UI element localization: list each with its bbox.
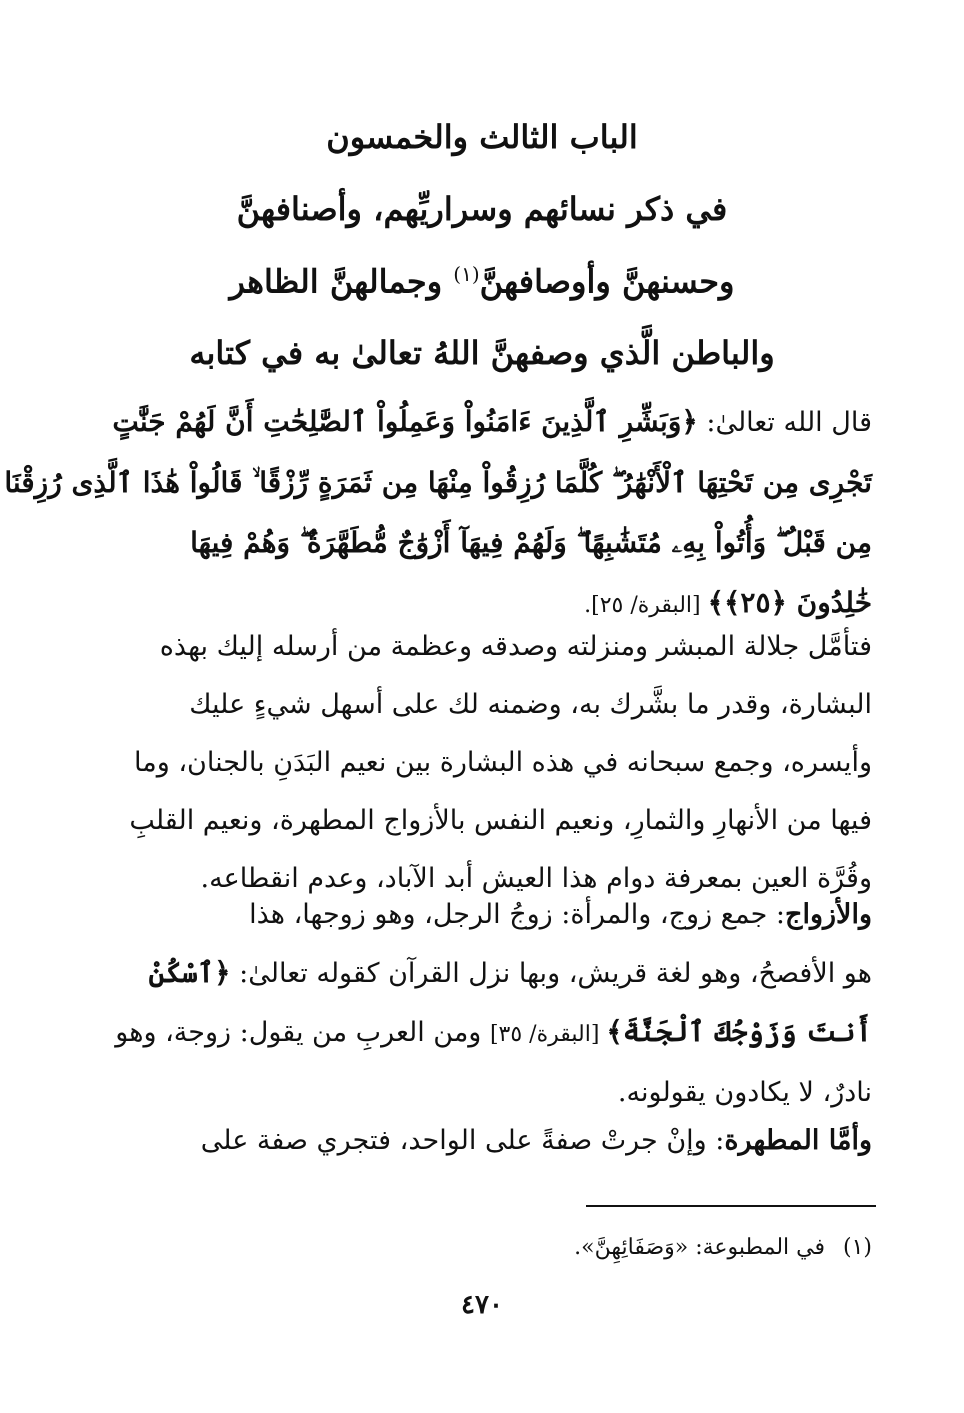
paragraph-line (98, 1003, 872, 1064)
subtitle-line-2-part-a: وحسنهنَّ وأوصافهنَّ (479, 262, 735, 301)
quran-verse-block (4, 392, 872, 636)
quran-line-2: تَجْرِى مِن تَحْتِهَا ٱلْأَنْهَٰرُ ۖ كُلَّمَا رُزِقُواْ مِنْهَا مِن ثَمَرَةٍ رِّزْقًا ۙ قَالُواْ هَٰذَا ٱلَّذِى رُزِقْنَا (4, 466, 872, 499)
chapter-title: الباب الثالث والخمسون (326, 118, 638, 156)
term-mutahhara: وأمَّا المطهرة (724, 1125, 872, 1156)
paragraph-line (98, 1112, 872, 1170)
term-azwaj: والأزواج (785, 899, 872, 930)
footnote-number: (١) (842, 1235, 872, 1260)
paragraph-line: فتأمَّل جلالة المبشر ومنزلته وصدقه وعظمة من أرسله إليك بهذه (159, 631, 872, 662)
paragraph-line: البشارة، وقدر ما بشَّرك به، وضمنه لك على أسهل شيءٍ عليك (189, 689, 872, 720)
paragraph-text: : جمع زوج، والمرأة: زوجُ الرجل، وهو زوجها، هذا (249, 899, 786, 930)
quran-intro: قال الله تعالىٰ: (697, 407, 872, 438)
quran-reference: [البقرة/ ٢٥]. (584, 593, 708, 618)
paragraph-mutahhara (98, 1112, 872, 1170)
paragraph-reflection (98, 618, 872, 908)
paragraph-line (98, 944, 872, 1003)
page-number: ٤٧٠ (461, 1290, 503, 1320)
paragraph-line (98, 886, 872, 944)
footnote (98, 1230, 872, 1266)
quran-inline-verse: ﴿ٱسْكُنْ (148, 956, 231, 989)
paragraph-line: نادرٌ، لا يكادون يقولونه. (617, 1077, 872, 1108)
footnote-divider (586, 1205, 876, 1207)
chapter-subtitle-line-3: والباطن الَّذي وصفهنَّ اللهُ تعالىٰ به في كتابه (189, 334, 775, 372)
quran-verse-end: خَٰلِدُونَ ﴿٢٥﴾﴾ (707, 586, 872, 619)
footnote-reference: (١) (453, 262, 480, 286)
quran-reference: [البقرة/ ٣٥] (489, 1022, 607, 1047)
quran-line-1 (98, 392, 872, 453)
quran-line-3: مِن قَبْلُ ۖ وَأُتُواْ بِهِۦ مُتَشَٰبِهًا ۖ وَلَهُمْ فِيهَآ أَزْوَٰجٌ مُّطَهَّرَةٌ ۖ وَهُمْ فِيهَا (190, 526, 872, 559)
paragraph-text: ومن العربِ من يقول: زوجة، وهو (115, 1017, 490, 1048)
paragraph-text: : وإنْ جرتْ صفةً على الواحد، فتجري صفة على (200, 1125, 725, 1156)
paragraph-line: فيها من الأنهارِ والثمارِ، ونعيم النفس بالأزواج المطهرة، ونعيم القلبِ (129, 805, 872, 836)
footnote-text: في المطبوعة: «وَصَفَائِهِنَّ». (574, 1235, 825, 1260)
chapter-subtitle-line-1: في ذكر نسائهم وسراريِّهم، وأصنافهنَّ (236, 190, 728, 228)
paragraph-text: هو الأفصحُ، وهو لغة قريش، وبها نزل القرآن كقوله تعالىٰ: (230, 958, 872, 989)
subtitle-line-2-part-b: وجمالهنَّ الظاهر (229, 262, 454, 301)
paragraph-azwaj (98, 886, 872, 1122)
quran-inline-verse: أَنتَ وَزَوْجُكَ ٱلْجَنَّةَ﴾ (606, 1015, 872, 1048)
paragraph-line: وقُرَّة العين بمعرفة دوام هذا العيش أبد الآباد، وعدم انقطاعه. (200, 863, 872, 894)
chapter-subtitle-line-2 (80, 262, 884, 301)
paragraph-line: وأيسره، وجمع سبحانه في هذه البشارة بين نعيم البَدَنِ بالجنان، وما (134, 747, 872, 778)
quran-verse-text: ﴿وَبَشِّرِ ٱلَّذِينَ ءَامَنُواْ وَعَمِلُواْ ٱلصَّٰلِحَٰتِ أَنَّ لَهُمْ جَنَّٰتٍ (112, 405, 698, 438)
